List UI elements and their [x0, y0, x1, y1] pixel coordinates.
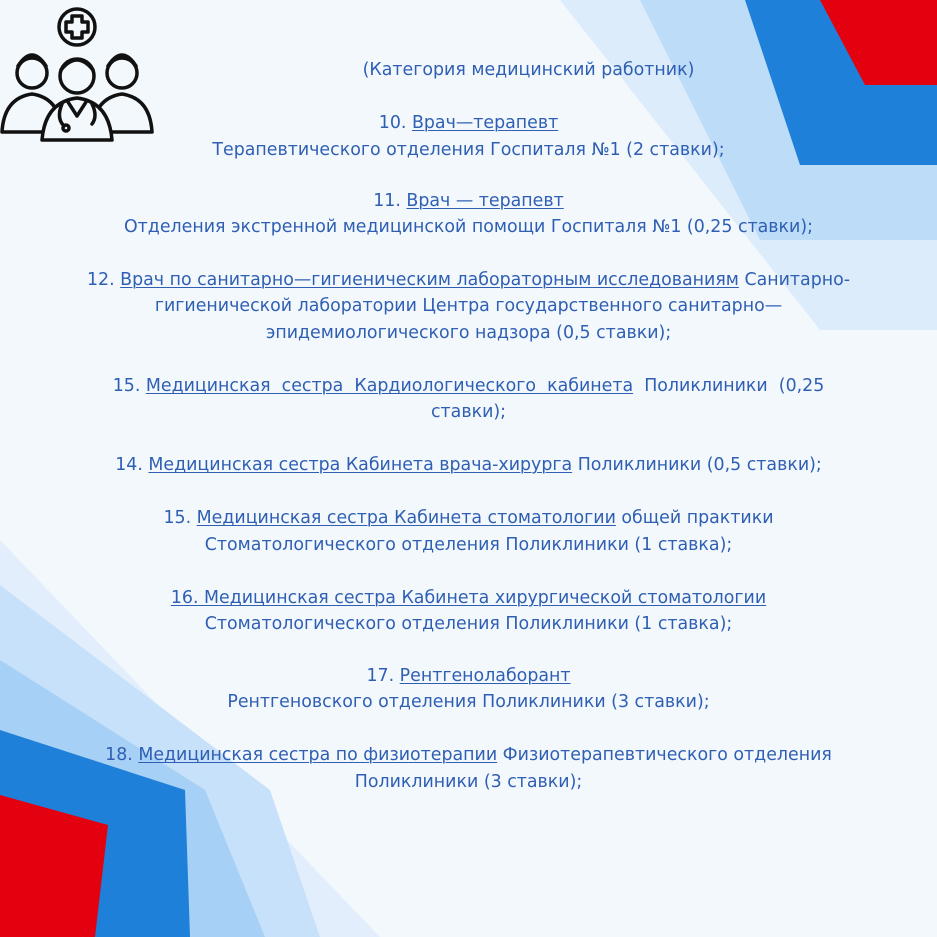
list-item [40, 188, 897, 214]
vacancy-link[interactable]: Медицинская сестра Кабинета хирургической стоматологии [198, 588, 767, 608]
item-department: Поликлиники (3 ставки); [354, 772, 583, 792]
vacancy-link[interactable]: Медицинская сестра по физиотерапии [138, 745, 498, 765]
item-department: Физиотерапевтического отделения [497, 745, 832, 765]
vacancy-link[interactable]: Врач—терапевт [411, 113, 559, 133]
item-department: Отделения экстренной медицинской помощи Госпиталя №1 (0,25 ставки); [123, 217, 813, 237]
item-number: 15. [112, 376, 146, 396]
vacancy-link[interactable]: Медицинская сестра Кабинета стоматологии [196, 508, 616, 528]
list-item [40, 585, 897, 611]
list-item [40, 663, 897, 689]
item-number: 15. [163, 508, 197, 528]
vacancy-link[interactable]: Медицинская сестра Кардиологического кабинета [145, 376, 634, 396]
item-department: общей практики [615, 508, 774, 528]
vacancy-link[interactable]: Врач по санитарно—гигиеническим лабораторным исследованиям [120, 270, 739, 290]
vacancy-link[interactable]: Врач — терапевт [406, 191, 564, 211]
list-item [40, 373, 897, 399]
item-number: 17. [366, 666, 400, 686]
item-department: ставки); [430, 402, 507, 422]
item-department: Стоматологического отделения Поликлиники (1 ставка); [204, 535, 733, 555]
vacancy-link[interactable]: Медицинская сестра Кабинета врача-хирурга [148, 455, 573, 475]
list-item [40, 267, 897, 293]
list-item [40, 505, 897, 531]
item-number: 18. [105, 745, 139, 765]
item-department: Терапевтического отделения Госпиталя №1 (2 ставки); [212, 140, 725, 160]
item-department: эпидемиологического надзора (0,5 ставки); [265, 323, 672, 343]
item-department: Санитарно- [738, 270, 851, 290]
category-subtitle: (Категория медицинский работник) [362, 60, 695, 80]
list-item [40, 452, 897, 478]
item-department: Рентгеновского отделения Поликлиники (3 ставки); [227, 692, 710, 712]
item-number: 14. [115, 455, 149, 475]
list-item [40, 742, 897, 768]
item-number: 10. [378, 113, 412, 133]
list-item [40, 110, 897, 136]
item-department: Стоматологического отделения Поликлиники (1 ставка); [204, 614, 733, 634]
item-department: Поликлиники (0,25 [633, 376, 825, 396]
item-department: Поликлиники (0,5 ставки); [572, 455, 822, 475]
item-number: 11. [373, 191, 407, 211]
item-department: гигиенической лаборатории Центра государственного санитарно— [154, 296, 783, 316]
item-number[interactable]: 16. [170, 588, 199, 608]
vacancy-link[interactable]: Рентгенолаборант [399, 666, 571, 686]
item-number: 12. [86, 270, 121, 290]
